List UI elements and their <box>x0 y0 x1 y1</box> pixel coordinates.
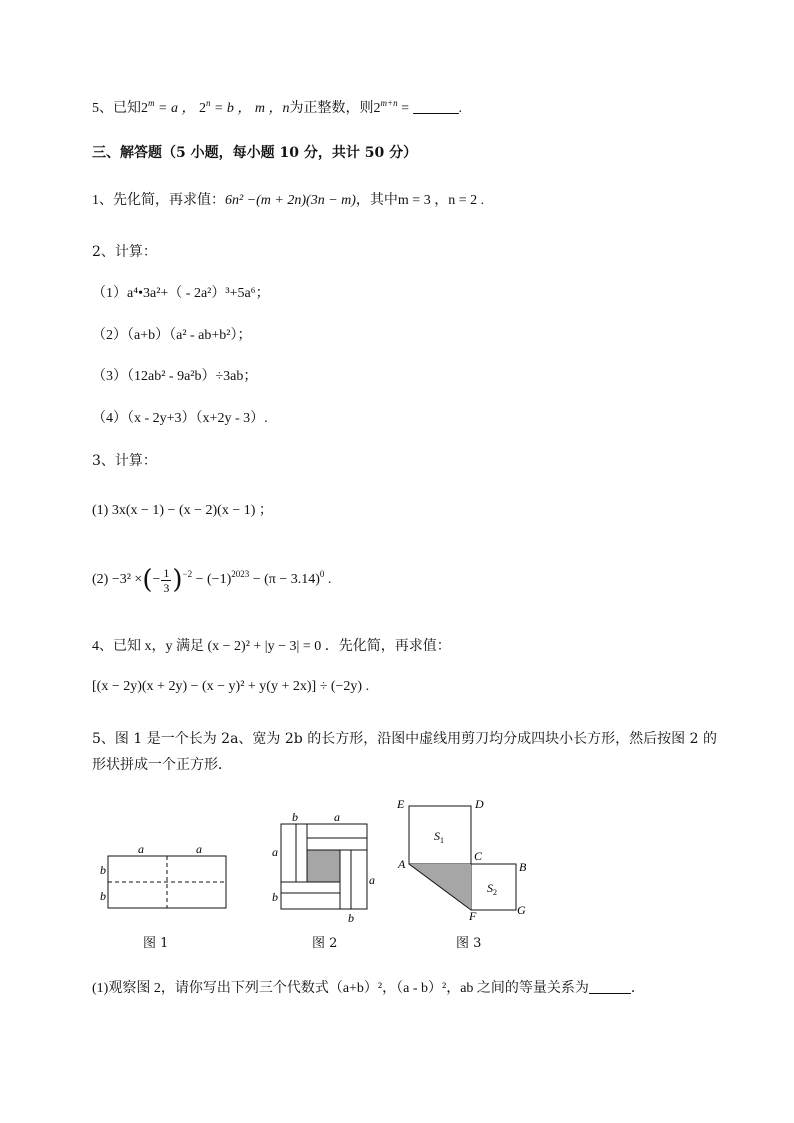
q5-number: 5、 <box>92 101 113 116</box>
figure3-label-a: A <box>398 857 406 871</box>
figure3-square-s2 <box>471 864 516 910</box>
problem3-exp2: 2023 <box>231 569 250 580</box>
figure1-caption: 图 1 <box>143 936 169 951</box>
q5-end: . <box>458 101 463 116</box>
problem3-item2-end: . <box>324 572 332 588</box>
figure3-s1-subscript: 1 <box>440 836 444 845</box>
problem1 <box>92 192 484 210</box>
problem2-item4: （4）（x - 2y+3）（x+2y - 3）. <box>92 411 268 426</box>
figure3 <box>393 796 538 921</box>
figure3-label-s2 <box>487 881 497 897</box>
problem4-expr: [(x − 2y)(x + 2y) − (x − y)² + y(y + 2x)] ÷ (−2y) . <box>92 679 370 694</box>
problem5-line2: 形状拼成一个正方形． <box>92 757 232 773</box>
q5-condition: 为正整数，则 <box>289 101 374 116</box>
q5-eq3: = <box>397 101 413 116</box>
problem3-item1: (1) 3x(x − 1) − (x − 2)(x − 1) ； <box>92 503 273 518</box>
figure2-caption: 图 2 <box>312 936 338 951</box>
figure2-label-b-left: b <box>272 890 278 904</box>
q5-exp2: n <box>205 98 211 108</box>
q5-eq2: = b ， <box>210 101 252 116</box>
figure3-s1-letter: S <box>434 829 440 843</box>
figure3-s2-subscript: 2 <box>493 888 497 897</box>
problem3-item2-part-b: − (−1) <box>195 572 232 588</box>
problem5-sub1-answer-blank[interactable] <box>589 981 631 994</box>
problem3-prefix: 3、计算： <box>92 453 157 469</box>
figure3-square-s1 <box>409 806 471 864</box>
problem5-sub1-end: ． <box>630 981 645 996</box>
problem3-fraction: $\frac{1}{3}$ <box>163 565 170 595</box>
q5-known-text: 已知 <box>113 101 141 116</box>
q5-exp1: m <box>148 98 155 108</box>
figure2-label-b-top: b <box>292 810 298 824</box>
figure1-label-a-right: a <box>196 842 202 856</box>
figure2-shaded-square <box>307 850 340 882</box>
problem2-item1: （1）a⁴•3a²+（ - 2a²）³+5a⁶； <box>92 286 270 301</box>
figure3-label-s1 <box>434 829 444 845</box>
figure1 <box>98 838 258 918</box>
figure2-label-a-top: a <box>334 810 340 824</box>
problem2-item2: （2）（a+b）（a² - ab+b²）； <box>92 328 252 343</box>
figure3-caption: 图 3 <box>456 936 482 951</box>
problem2-prefix: 2、计算： <box>92 244 157 260</box>
figure3-label-g: G <box>517 903 526 917</box>
problem5-sub1 <box>92 980 645 998</box>
figure3-label-c: C <box>474 849 483 863</box>
q5-exp3: m+n <box>380 98 398 108</box>
figure1-label-b-bottom: b <box>100 889 106 903</box>
figure3-s2-letter: S <box>487 881 493 895</box>
problem3-item2-part-a: (2) −3² × <box>92 572 143 588</box>
figure3-label-b: B <box>519 860 527 874</box>
section3-title: 三、解答题（5 小题，每小题 10 分，共计 50 分） <box>92 145 418 161</box>
figure2-label-a-left: a <box>272 845 278 859</box>
problem1-suffix: ，其中m = 3 ，n = 2 . <box>355 193 485 208</box>
q5-vars: m ，n <box>254 101 290 116</box>
figure2-label-b-bottom: b <box>348 911 354 925</box>
q5-fill-line <box>92 100 462 118</box>
q5-answer-blank[interactable] <box>413 101 459 114</box>
problem5-sub1-text: (1)观察图 2，请你写出下列三个代数式（a+b）²，（a - b）²，ab 之间的等量关系为 <box>92 981 589 996</box>
q5-expr1: 2 <box>141 101 148 116</box>
figure2 <box>270 810 380 925</box>
problem3-item2: (2) −3² ×(− $\frac{1}{3}$ )$^{-2} - (-1)^{2023} - (\pi - 3.14)^0$ . <box>92 565 332 595</box>
problem1-expr: 6n² −(m + 2n)(3n − m) <box>225 193 356 208</box>
problem5-line1: 5、图 1 是一个长为 2a、宽为 2b 的长方形，沿图中虚线用剪刀均分成四块小长方形，然后按图 2 的 <box>92 731 717 747</box>
figure3-label-e: E <box>397 797 405 811</box>
problem3-exp1: −2 <box>182 569 193 580</box>
problem2-item3: （3）（12ab² - 9a²b）÷3ab； <box>92 369 258 384</box>
figure1-label-b-top: b <box>100 863 106 877</box>
problem3-exp3: 0 <box>319 569 325 580</box>
figure1-label-a-left: a <box>138 842 144 856</box>
figure3-label-d: D <box>475 797 484 811</box>
problem3-item2-part-c: − (π − 3.14) <box>252 572 320 588</box>
q5-expr2: 2 <box>198 101 206 116</box>
figure2-label-a-right: a <box>369 873 375 887</box>
problem1-prefix: 1、先化简，再求值： <box>92 193 225 208</box>
q5-eq1: = a ， <box>154 101 196 116</box>
problem4-prefix: 4、已知 x，y 满足 (x − 2)² + |y − 3| = 0 ．先化简，再求值： <box>92 639 451 654</box>
q5-expr3: 2 <box>373 101 381 116</box>
figure3-label-f: F <box>469 909 477 921</box>
